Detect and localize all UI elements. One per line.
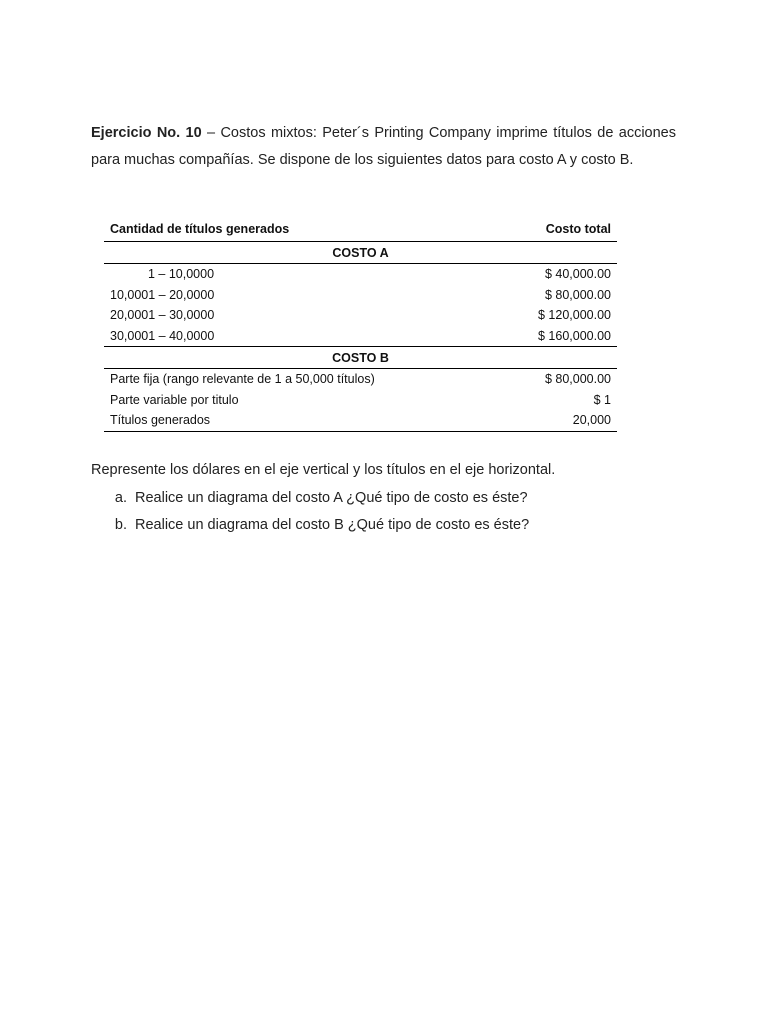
table-row	[104, 369, 617, 390]
instruction-text: Represente los dólares en el eje vertical y los títulos en el eje horizontal.	[91, 462, 556, 478]
table-row	[104, 390, 617, 411]
cost-cell: $ 160,000.00	[538, 328, 611, 343]
task-list	[91, 488, 529, 542]
section-row-costo-b	[104, 347, 617, 369]
section-label-costo-b: COSTO B	[104, 347, 617, 369]
list-item	[91, 488, 529, 515]
table-row	[104, 264, 617, 285]
exercise-text: – Costos mixtos: Peter´s Printing Company imprime títulos de acciones para muchas compañías. Se dispone de los siguientes datos para costo A y costo B.	[91, 125, 676, 168]
cost-cell: $ 80,000.00	[544, 287, 611, 302]
table-row	[104, 410, 617, 431]
table-row	[104, 305, 617, 326]
cost-cell: $ 120,000.00	[538, 308, 611, 323]
list-marker: b.	[114, 517, 127, 533]
table-row	[104, 326, 617, 347]
list-item	[91, 515, 529, 542]
header-total-cost: Costo total	[496, 217, 617, 242]
item-label-cell: Parte variable por titulo	[110, 392, 239, 407]
item-value-cell: 20,000	[496, 410, 617, 431]
exercise-intro	[91, 120, 676, 174]
task-text: Realice un diagrama del costo A ¿Qué tipo de costo es éste?	[135, 490, 528, 506]
item-value-cell: $ 1	[593, 392, 611, 407]
range-cell: 10,0001 – 20,0000	[110, 287, 215, 302]
range-cell: 30,0001 – 40,0000	[110, 328, 215, 343]
range-cell: 1 – 10,0000	[148, 267, 215, 282]
task-text: Realice un diagrama del costo B ¿Qué tipo de costo es éste?	[135, 517, 530, 533]
range-cell: 20,0001 – 30,0000	[110, 308, 215, 323]
list-marker: a.	[114, 490, 127, 506]
exercise-label: Ejercicio No. 10	[91, 125, 202, 141]
header-quantity: Cantidad de títulos generados	[104, 217, 496, 242]
section-label-costo-a: COSTO A	[104, 242, 617, 264]
section-row-costo-a	[104, 242, 617, 264]
item-value-cell: $ 80,000.00	[544, 372, 611, 387]
cost-table	[104, 217, 617, 432]
item-label-cell: Títulos generados	[104, 410, 496, 431]
table-row	[104, 285, 617, 306]
item-label-cell: Parte fija (rango relevante de 1 a 50,000 títulos)	[110, 372, 375, 387]
table-header-row	[104, 217, 617, 242]
cost-cell: $ 40,000.00	[544, 267, 611, 282]
